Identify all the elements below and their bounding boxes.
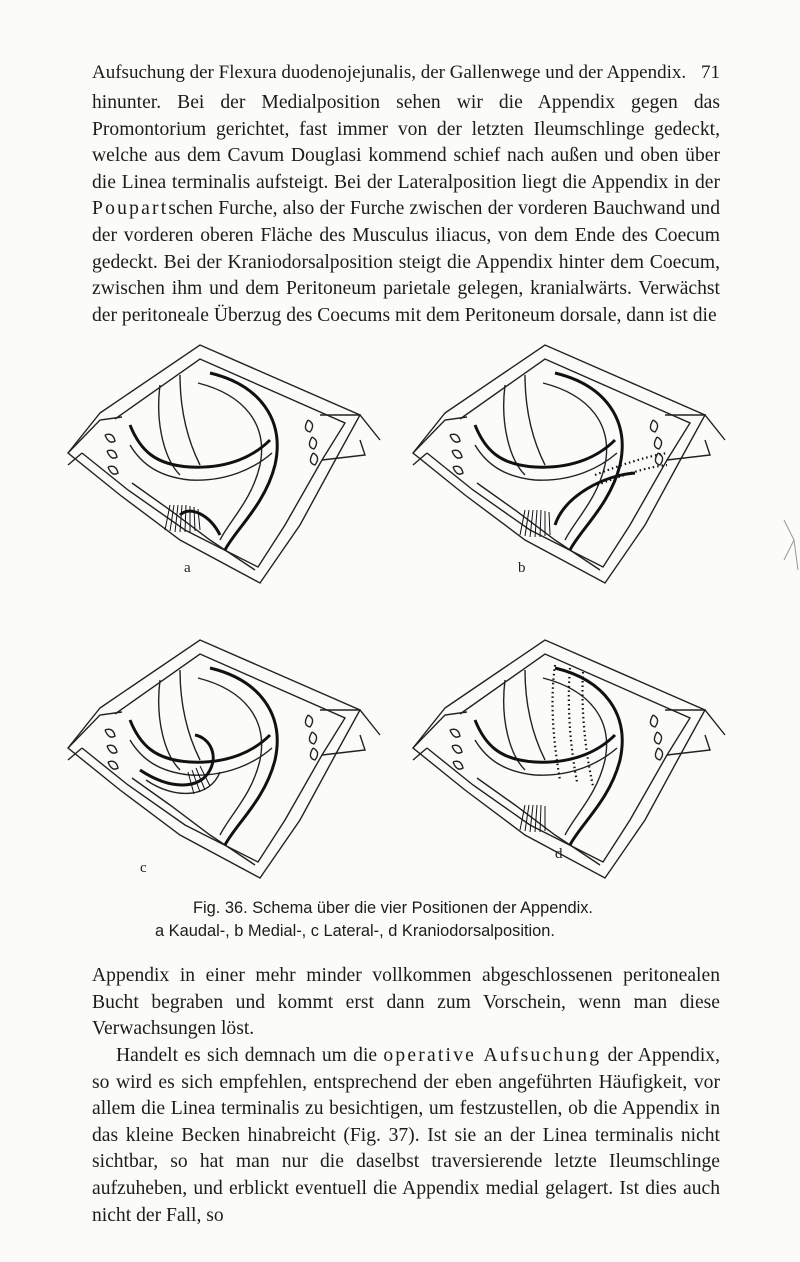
page-number: 71 <box>701 62 720 83</box>
figure-36 <box>60 325 740 890</box>
panel-a-letter: a <box>184 560 191 576</box>
caption-line-2: a Kaudal-, b Medial-, c Lateral-, d Kraniodorsalposition. <box>155 922 555 940</box>
paragraph-1-spaced-name: Poupart <box>92 198 169 220</box>
paragraph-3-text: Handelt es sich demnach um die <box>116 1045 384 1066</box>
running-title: Aufsuchung der Flexura duodenojejunalis, der Gallenwege und der Appendix. <box>92 62 687 83</box>
panel-a-diagram <box>68 345 380 583</box>
running-header <box>92 62 720 90</box>
caption-line-1: Fig. 36. Schema über die vier Positionen der Appendix. <box>193 899 593 917</box>
paragraph-3-spaced-term: operative Aufsuchung <box>383 1045 602 1066</box>
paragraph-1 <box>92 90 720 329</box>
paragraph-1-text-after: schen Furche, also der Furche zwischen der vorderen Bauchwand und der vorderen oberen Fläche des Musculus iliacus, von dem Ende des Coecum gedeckt. Bei der Kraniodorsalposition steigt die Appendix hinter dem Coecum, zwischen ihm und dem Peritoneum parietale gelegen, kranialwärts. Verwächst der peritoneale Überzug des Coecums mit dem Peritoneum dorsale, dann ist die <box>92 198 720 326</box>
paragraph-3 <box>92 1043 720 1229</box>
panel-b-letter: b <box>518 560 526 576</box>
paragraph-2: Appendix in einer mehr minder vollkommen abgeschlossenen peritonealen Bucht begraben und kommt erst dann zum Vorschein, wenn man diese Verwachsungen löst. <box>92 965 720 1040</box>
figure-36-drawing <box>60 325 740 890</box>
paragraph-3-text-after: der Appendix, so wird es sich empfehlen, entsprechend der eben angeführten Häufigkeit, vor allem die Linea terminalis zu besichtigen, um festzustellen, ob die Appendix in das kleine Becken hinabreicht (Fig. 37). Ist sie an der Linea terminalis nicht sichtbar, so hat man nur die daselbst traversierende letzte Ileumschlinge aufzuheben, und erblickt eventuell die Appendix medial gelagert. Ist dies auch nicht der Fall, so <box>92 1045 720 1226</box>
panel-c-letter: c <box>140 860 147 876</box>
panel-c-diagram <box>68 640 380 878</box>
page-edge-mark <box>780 515 800 575</box>
panel-b-diagram <box>413 345 725 583</box>
panel-d-letter: d <box>555 846 563 862</box>
paragraph-1-text: hinunter. Bei der Medialposition sehen wir die Appendix gegen das Promontorium gerichtet, fast immer von der letzten Ileumschlinge gedeckt, welche aus dem Cavum Douglasi kommend schief nach außen und oben über die Linea terminalis aufsteigt. Bei der Lateralposition liegt die Appendix in der <box>92 92 720 193</box>
panel-d-diagram <box>413 640 725 878</box>
